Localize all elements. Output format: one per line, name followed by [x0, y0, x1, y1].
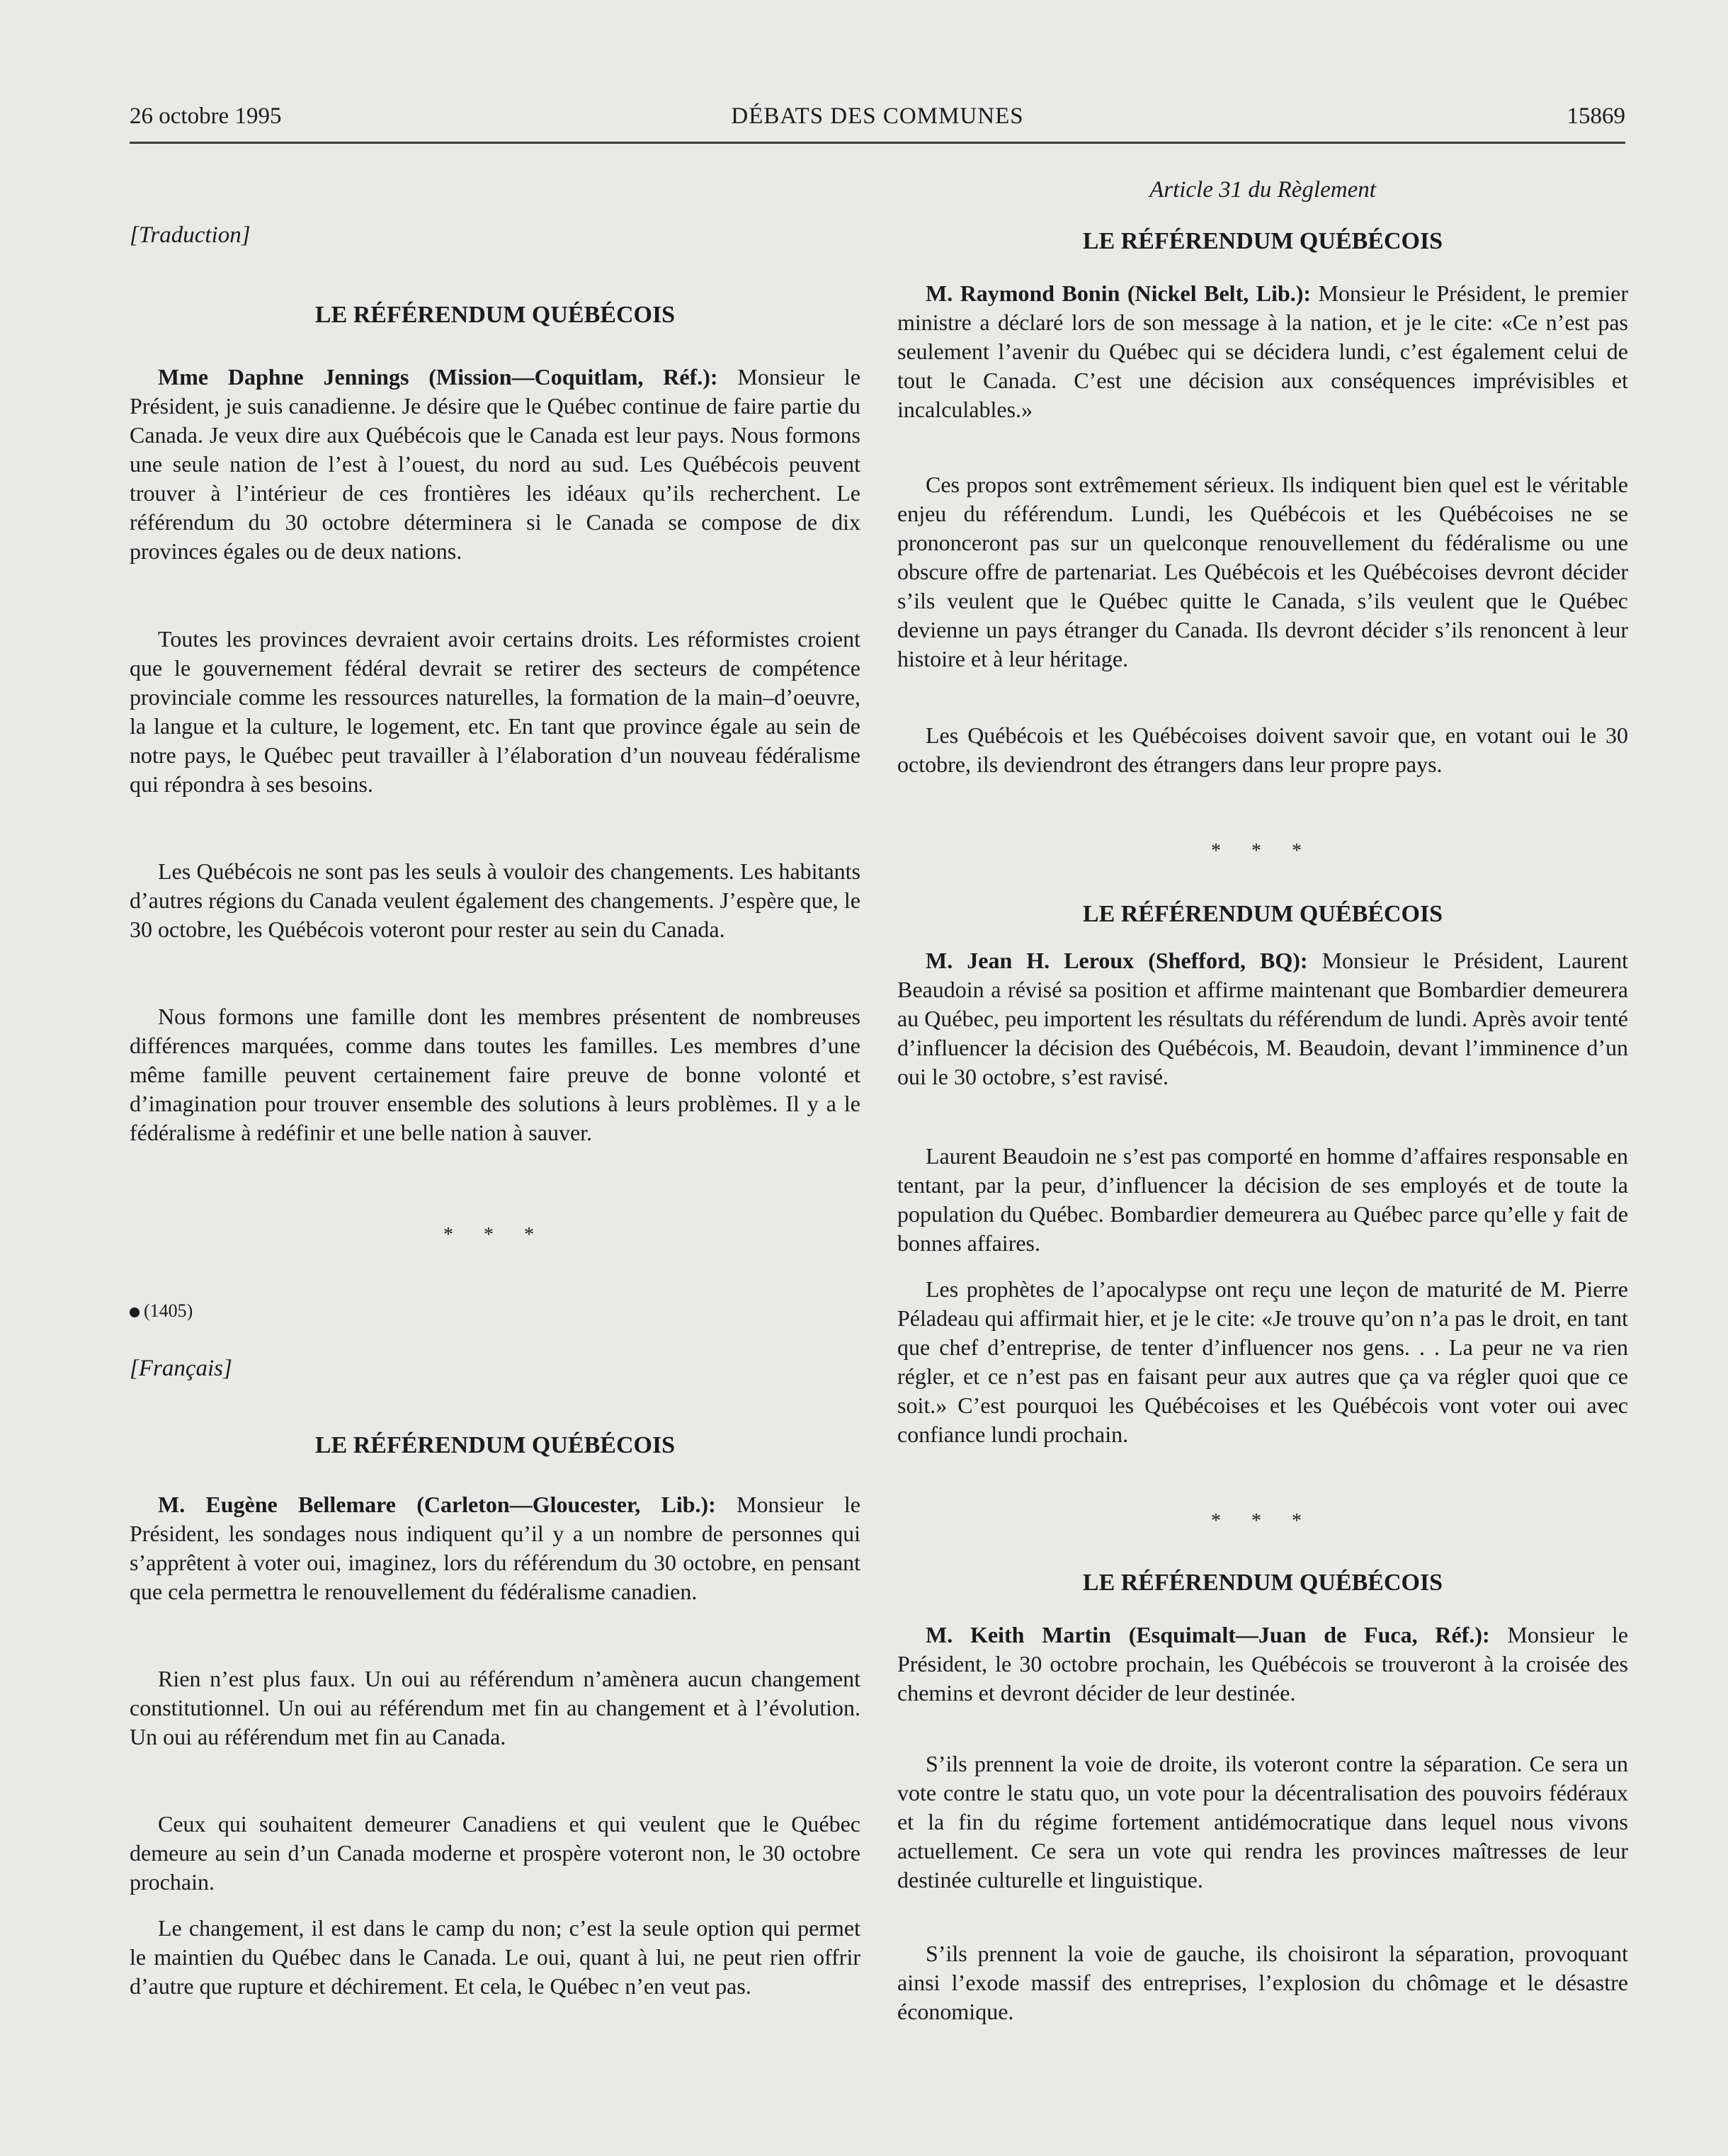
- paragraph: [897, 946, 1628, 1091]
- paragraph: Rien n’est plus faux. Un oui au référendum n’amènera aucun changement constitutionnel. Un oui au référendum met fin au changement et à l’évolution. Un oui au référendum met fin au Canada.: [130, 1666, 860, 1749]
- paragraph-text: Monsieur le Président, je suis canadienne. Je désire que le Québec continue de faire partie du Canada. Je veux dire aux Québécois que le Canada est leur pays. Nous formons une seule nation de l’est à l’ouest, du nord au sud. Les Québécois peuvent trouver à l’intérieur de ces frontières les idéaux qu’ils recherchent. Le référendum du 30 octobre déterminera si le Canada se compose de dix provinces égales ou de deux nations.: [130, 364, 861, 564]
- paragraph-text: Monsieur le Président, les sondages nous indiquent qu’il y a un nombre de personnes qui s’apprêtent à voter oui, imaginez, lors du référendum du 30 octobre, en pensant que cela permettra le renouvellement du fédéralisme canadien.: [130, 1492, 860, 1604]
- section-heading: LE RÉFÉRENDUM QUÉBÉCOIS: [1082, 1570, 1443, 1596]
- bullet-icon: [130, 1307, 140, 1317]
- header-rule: [130, 142, 1625, 144]
- paragraph: Le changement, il est dans le camp du non; c’est la seule option qui permet le maintien du Québec dans le Canada. Le oui, quant à lui, ne peut rien offrir d’autre que rupture et déchirement. Et cela, le Québec n’en veut pas.: [130, 1915, 860, 1999]
- paragraph: [130, 363, 860, 566]
- paragraph: [897, 1621, 1628, 1708]
- page-number: 15869: [1567, 103, 1625, 129]
- section-heading: LE RÉFÉRENDUM QUÉBÉCOIS: [314, 302, 676, 328]
- language-tag: [Français]: [130, 1356, 232, 1381]
- section-separator: * * *: [1211, 1510, 1314, 1532]
- section-separator: * * *: [1211, 840, 1314, 862]
- paragraph-text: Monsieur le Président, le 30 octobre prochain, les Québécois se trouveront à la croisée des chemins et devront décider de leur destinée.: [897, 1622, 1629, 1706]
- paragraph: S’ils prennent la voie de droite, ils voteront contre la séparation. Ce sera un vote contre le statu quo, un vote pour la décentralisation des pouvoirs fédéraux et la fin du régime fortement antidémocratique dans lequel nous vivons actuellement. Ce sera un vote qui rendra les provinces maîtresses de leur destinée culturelle et linguistique.: [897, 1751, 1628, 1893]
- speaker-name: M. Keith Martin (Esquimalt—Juan de Fuca, Réf.):: [926, 1622, 1490, 1647]
- paragraph: Ceux qui souhaitent demeurer Canadiens et qui veulent que le Québec demeure au sein d’un Canada moderne et prospère voteront non, le 30 octobre prochain.: [130, 1811, 860, 1895]
- speaker-name: M. Raymond Bonin (Nickel Belt, Lib.):: [926, 280, 1312, 306]
- header-date: 26 octobre 1995: [130, 103, 282, 129]
- paragraph-text: Monsieur le Président, Laurent Beaudoin a révisé sa position et affirme maintenant que Bombardier demeurera au Québec, peu importent les résultats du référendum de lundi. Après avoir tenté d’influencer la décision des Québécois, M. Beaudoin, devant l’imminence d’un oui le 30 octobre, s’est ravisé.: [897, 948, 1628, 1089]
- speaker-name: Mme Daphne Jennings (Mission—Coquitlam, Réf.):: [158, 364, 718, 390]
- paragraph-text: Monsieur le Président, le premier ministre a déclaré lors de son message à la nation, et je le cite: «Ce n’est pas seulement l’avenir du Québec qui se décidera lundi, c’est également celui de tout le Canada. C’est une décision aux conséquences imprévisibles et incalculables.»: [897, 280, 1629, 422]
- paragraph: S’ils prennent la voie de gauche, ils choisiront la séparation, provoquant ainsi l’exode massif des entreprises, l’explosion du chômage et le désastre économique.: [897, 1941, 1628, 2024]
- paragraph: [897, 279, 1628, 424]
- paragraph: Ces propos sont extrêmement sérieux. Ils indiquent bien quel est le véritable enjeu du référendum. Lundi, les Québécois et les Québécoises ne se prononceront pas sur un quelconque renouvellement du fédéralisme ou une obscure offre de partenariat. Les Québécois et les Québécoises devront décider s’ils veulent que le Québec quitte le Canada, s’ils veulent que le Québec devienne un pays étranger du Canada. Ils devront décider s’ils renoncent à leur histoire et à leur héritage.: [897, 472, 1628, 671]
- article-subtitle: Article 31 du Règlement: [1149, 177, 1376, 203]
- speaker-name: M. Jean H. Leroux (Shefford, BQ):: [926, 948, 1308, 973]
- paragraph: Les Québécois et les Québécoises doivent savoir que, en votant oui le 30 octobre, ils deviendront des étrangers dans leur propre pays.: [897, 722, 1628, 777]
- paragraph: Toutes les provinces devraient avoir certains droits. Les réformistes croient que le gouvernement fédéral devrait se retirer des secteurs de compétence provinciale comme les ressources naturelles, la formation de la main–d’oeuvre, la langue et la culture, le logement, etc. En tant que province égale au sein de notre pays, le Québec peut travailler à l’élaboration d’un nouveau fédéralisme qui répondra à ses besoins.: [130, 626, 860, 797]
- paragraph: Laurent Beaudoin ne s’est pas comporté en homme d’affaires responsable en tentant, par la peur, d’influencer la décision de ses employés et de toute la population du Québec. Bombardier demeurera au Québec parce qu’elle y fait de bonnes affaires.: [897, 1143, 1628, 1256]
- paragraph: Les prophètes de l’apocalypse ont reçu une leçon de maturité de M. Pierre Péladeau qui affirmait hier, et je le cite: «Je trouve qu’on n’a pas le droit, en tant que chef d’entreprise, de tenter d’influencer nos gens. . . La peur ne va rien régler, et ce n’est pas en faisant peur aux autres que ça va régler quoi que ce soit.» C’est pourquoi les Québécoises et les Québécois vont voter oui avec confiance lundi prochain.: [897, 1276, 1628, 1447]
- header-title: DÉBATS DES COMMUNES: [731, 103, 1024, 129]
- paragraph: [130, 1490, 860, 1606]
- paragraph: Les Québécois ne sont pas les seuls à vouloir des changements. Les habitants d’autres régions du Canada veulent également des changements. J’espère que, le 30 octobre, les Québécois voteront pour rester au sein du Canada.: [130, 858, 860, 942]
- section-heading: LE RÉFÉRENDUM QUÉBÉCOIS: [314, 1432, 676, 1458]
- section-heading: LE RÉFÉRENDUM QUÉBÉCOIS: [1082, 228, 1443, 254]
- page-header: [130, 103, 1625, 140]
- section-heading: LE RÉFÉRENDUM QUÉBÉCOIS: [1082, 901, 1443, 927]
- timestamp-text: (1405): [144, 1300, 193, 1321]
- paragraph: Nous formons une famille dont les membres présentent de nombreuses différences marquées, comme dans toutes les familles. Les membres d’une même famille peuvent certainement faire preuve de bonne volonté et d’imagination pour trouver ensemble des solutions à leurs problèmes. Il y a le fédéralisme à redéfinir et une belle nation à sauver.: [130, 1004, 860, 1145]
- translation-tag: [Traduction]: [130, 222, 251, 248]
- speaker-name: M. Eugène Bellemare (Carleton—Gloucester, Lib.):: [158, 1492, 716, 1517]
- timestamp: [130, 1300, 193, 1322]
- section-separator: * * *: [443, 1224, 547, 1246]
